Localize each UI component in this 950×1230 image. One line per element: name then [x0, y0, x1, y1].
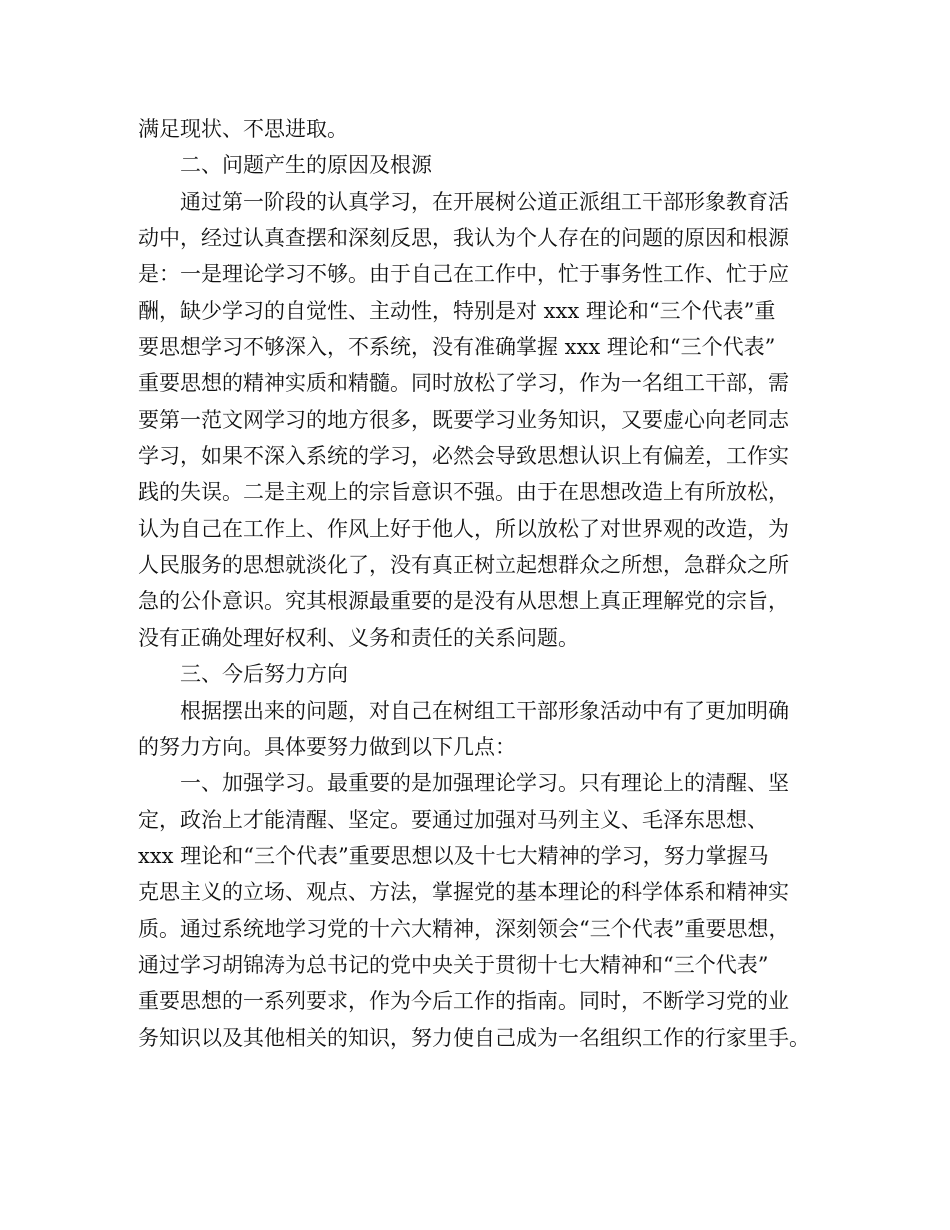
text-line: 动中，经过认真查摆和深刻反思，我认为个人存在的问题的原因和根源: [138, 226, 789, 251]
text-line: 学习，如果不深入系统的学习，必然会导致思想认识上有偏差，工作实: [138, 444, 789, 469]
text-line: 根据摆出来的问题，对自己在树组工干部形象活动中有了更加明确: [180, 698, 789, 723]
text-line: 重要思想的精神实质和精髓。同时放松了学习，作为一名组工干部，需: [138, 371, 789, 396]
text-line: 一、加强学习。最重要的是加强理论学习。只有理论上的清醒、坚: [180, 771, 789, 796]
text-line: 是：一是理论学习不够。由于自己在工作中，忙于事务性工作、忙于应: [138, 262, 789, 287]
text-line: 践的失误。二是主观上的宗旨意识不强。由于在思想改造上有所放松，: [138, 480, 789, 505]
text-line: 三、今后努力方向: [180, 662, 348, 687]
text-line: 通过学习胡锦涛为总书记的党中央关于贯彻十七大精神和“三个代表”: [138, 952, 769, 977]
text-line: 的努力方向。具体要努力做到以下几点：: [138, 734, 516, 759]
text-line: 定，政治上才能清醒、坚定。要通过加强对马列主义、毛泽东思想、: [138, 807, 768, 832]
document-body: [138, 111, 828, 1056]
text-line: 务知识以及其他相关的知识，努力使自己成为一名组织工作的行家里手。: [138, 1025, 810, 1050]
text-line: 认为自己在工作上、作风上好于他人，所以放松了对世界观的改造，为: [138, 516, 789, 541]
text-line: 急的公仆意识。究其根源最重要的是没有从思想上真正理解党的宗旨，: [138, 589, 789, 614]
text-line: 要思想学习不够深入，不系统，没有准确掌握 xxx 理论和“三个代表”: [138, 335, 776, 360]
text-line: 二、问题产生的原因及根源: [180, 153, 432, 178]
text-line: 要第一范文网学习的地方很多，既要学习业务知识，又要虚心向老同志: [138, 407, 789, 432]
text-line: 通过第一阶段的认真学习，在开展树公道正派组工干部形象教育活: [180, 189, 789, 214]
text-line: 重要思想的一系列要求，作为今后工作的指南。同时，不断学习党的业: [138, 989, 789, 1014]
text-line: 人民服务的思想就淡化了，没有真正树立起想群众之所想，急群众之所: [138, 553, 789, 578]
text-line: 没有正确处理好权利、义务和责任的关系问题。: [138, 625, 579, 650]
text-line: 质。通过系统地学习党的十六大精神，深刻领会“三个代表”重要思想，: [138, 916, 790, 941]
text-line: xxx 理论和“三个代表”重要思想以及十七大精神的学习，努力掌握马: [138, 843, 769, 868]
text-line: 克思主义的立场、观点、方法，掌握党的基本理论的科学体系和精神实: [138, 880, 789, 905]
text-line: 满足现状、不思进取。: [138, 117, 348, 141]
text-line: 酬，缺少学习的自觉性、主动性，特别是对 xxx 理论和“三个代表”重: [138, 298, 776, 323]
